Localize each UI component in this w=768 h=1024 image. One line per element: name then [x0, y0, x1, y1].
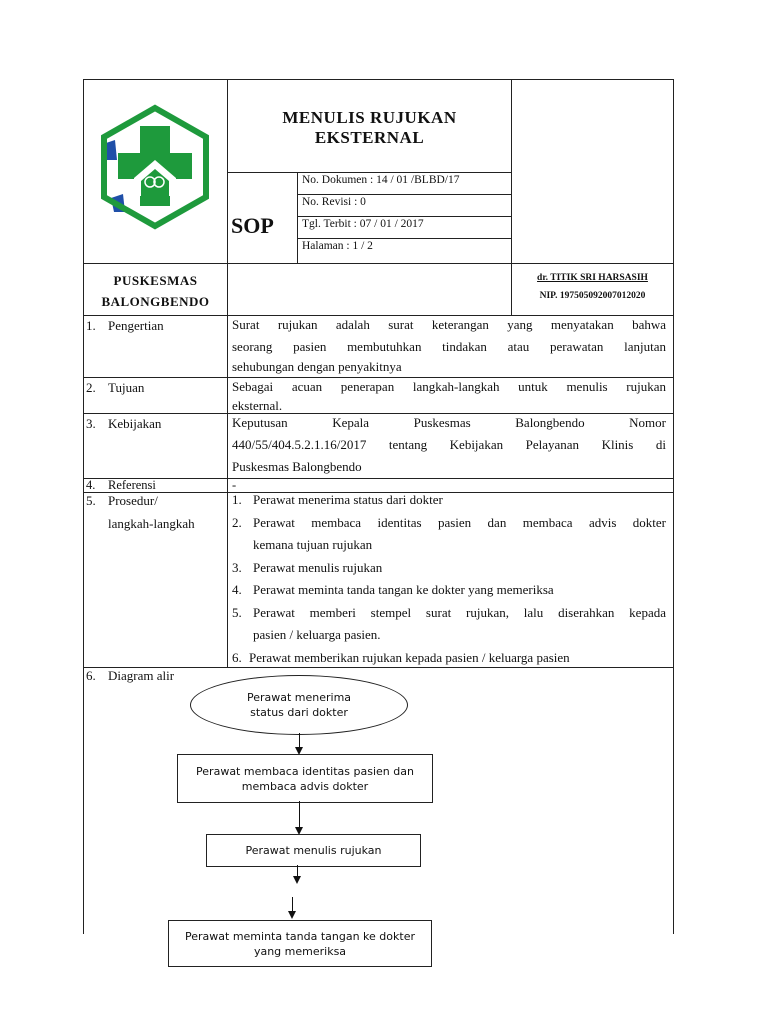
step-number: 6.: [232, 649, 242, 665]
procedure-step-6: [232, 647, 666, 670]
flow-node-3: [206, 834, 421, 867]
row-line-3: [83, 478, 674, 479]
flow-node-text: Perawat menulis rujukan: [245, 844, 382, 857]
pengertian-text: [232, 314, 666, 378]
pengertian-number: 1.: [86, 318, 96, 333]
page-number: Halaman : 1 / 2: [302, 240, 373, 252]
org-line-1: PUSKESMAS: [113, 273, 198, 288]
flow-arrow-4-head: [288, 911, 296, 919]
procedure-step-3: [232, 557, 666, 580]
flow-node-text: Perawat membaca identitas pasien dan: [196, 764, 414, 778]
prosedur-label-2: langkah-langkah: [108, 516, 195, 531]
diagram-number: 6.: [86, 668, 96, 683]
step-text-line: Perawat memberi stempel surat rujukan, lalu diserahkan kepada: [253, 604, 666, 620]
doc-number: No. Dokumen : 14 / 01 /BLBD/17: [302, 174, 460, 186]
flow-node-2: [177, 754, 433, 803]
prosedur-number: 5.: [86, 493, 96, 508]
table-border-top: [83, 79, 674, 80]
step-text: [253, 602, 666, 647]
step-text: Perawat menulis rujukan: [253, 559, 383, 575]
table-border-right: [673, 79, 674, 934]
kebijakan-text: [232, 412, 666, 478]
header-hline-title: [227, 172, 512, 173]
tujuan-label: Tujuan: [108, 380, 145, 395]
flow-node-text: membaca advis dokter: [241, 779, 369, 793]
flow-node-start: [190, 675, 408, 735]
table-border-left: [83, 79, 84, 934]
flow-node-text: Perawat menerima: [246, 691, 352, 704]
revision-number: No. Revisi : 0: [302, 196, 366, 208]
flow-node-text: yang memeriksa: [253, 944, 347, 958]
flow-arrow-2-line: [299, 801, 300, 828]
referensi-label: Referensi: [108, 478, 156, 492]
tujuan-line-1: Sebagai acuan penerapan langkah-langkah untuk menulis rujukan: [232, 379, 666, 394]
flow-node-4: [168, 920, 432, 967]
flow-arrow-4-line: [292, 897, 293, 912]
step-text: Perawat menerima status dari dokter: [253, 492, 443, 507]
pengertian-line-1: Surat rujukan adalah surat keterangan yang menyatakan bahwa: [232, 317, 666, 332]
header-hline-terbit: [297, 238, 512, 239]
pengertian-line-3: sehubungan dengan penyakitnya: [232, 359, 402, 374]
flow-arrow-3-head: [293, 876, 301, 884]
procedure-step-5: [232, 602, 666, 647]
step-text: Perawat meminta tanda tangan ke dokter yang memeriksa: [253, 582, 554, 597]
procedure-list: [232, 489, 666, 669]
kebijakan-line-2: 440/55/404.5.2.1.16/2017 tentang Kebijakan Pelayanan Klinis di: [232, 437, 666, 452]
referensi-value: -: [232, 478, 237, 492]
kebijakan-label: Kebijakan: [108, 416, 162, 431]
header-hline-doc: [297, 194, 512, 195]
kebijakan-number: 3.: [86, 416, 96, 431]
step-number: 2.: [232, 514, 242, 530]
flow-node-text: Perawat meminta tanda tangan ke dokter: [185, 929, 415, 943]
signer-name: dr. TITIK SRI HARSASIH: [537, 273, 648, 283]
sop-label: SOP: [231, 213, 274, 238]
title-line-2: EKSTERNAL: [314, 128, 425, 147]
header-hline-rev: [297, 216, 512, 217]
procedure-step-2: [232, 512, 666, 557]
procedure-step-4: [232, 579, 666, 602]
tujuan-number: 2.: [86, 380, 96, 395]
organization-name: [84, 270, 227, 312]
procedure-step-1: [232, 489, 666, 512]
header-hline-bottom: [83, 263, 674, 264]
step-text-line: Perawat membaca identitas pasien dan membaca advis dokter: [253, 514, 666, 530]
step-text-line: kemana tujuan rujukan: [253, 537, 373, 552]
kebijakan-line-1: Keputusan Kepala Puskesmas Balongbendo Nomor: [232, 415, 666, 430]
step-text: [253, 512, 666, 557]
prosedur-label-1: Prosedur/: [108, 493, 158, 508]
document-title: [228, 108, 511, 148]
tujuan-line-2: eksternal.: [232, 398, 283, 413]
issue-date: Tgl. Terbit : 07 / 01 / 2017: [302, 218, 424, 230]
step-text-line: pasien / keluarga pasien.: [253, 627, 381, 642]
tujuan-text: [232, 376, 666, 417]
kebijakan-line-3: Puskesmas Balongbendo: [232, 459, 362, 474]
step-number: 1.: [232, 492, 242, 507]
referensi-number: 4.: [86, 478, 96, 492]
title-line-1: MENULIS RUJUKAN: [282, 108, 457, 127]
pengertian-line-2: seorang pasien membutuhkan tindakan atau perawatan lanjutan: [232, 339, 666, 354]
step-number: 5.: [232, 604, 242, 620]
step-number: 3.: [232, 559, 242, 575]
flow-node-text: status dari dokter: [250, 706, 348, 719]
puskesmas-logo: [96, 100, 214, 234]
body-column-divider: [227, 315, 228, 667]
step-number: 4.: [232, 582, 242, 597]
sop-divider: [297, 172, 298, 263]
signer-nip: NIP. 197505092007012020: [539, 291, 646, 301]
pengertian-label: Pengertian: [108, 318, 164, 333]
org-line-2: BALONGBENDO: [101, 294, 210, 309]
step-text: Perawat memberikan rujukan kepada pasien / keluarga pasien: [249, 649, 570, 665]
flow-arrow-1-line: [299, 733, 300, 748]
diagram-label: Diagram alir: [108, 668, 175, 683]
